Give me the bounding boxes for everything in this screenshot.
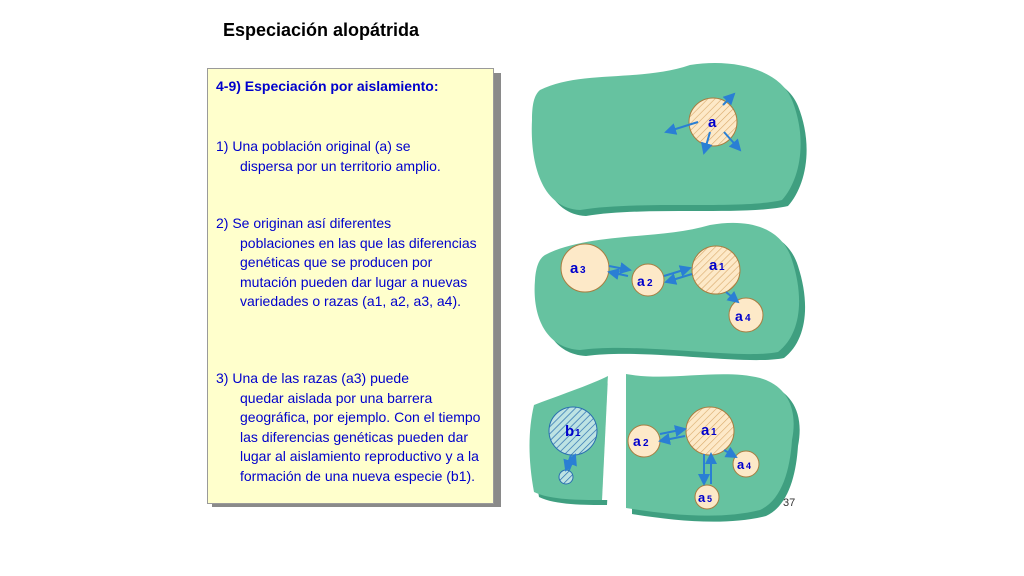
stage2-population-a4	[729, 298, 763, 332]
pop-label-letter: a	[708, 114, 717, 131]
pop-label-letter: a	[633, 433, 641, 449]
paragraph-1-rest: dispersa por un territorio amplio.	[240, 157, 441, 174]
paragraph-3	[216, 369, 488, 486]
pop-label-sub: 4	[746, 461, 752, 471]
pop-label-sub: 1	[719, 262, 725, 273]
paragraph-3-first-line: 3) Una de las razas (a3) puede	[216, 370, 409, 386]
paragraph-2	[216, 214, 488, 312]
stage3-population-b1	[549, 407, 597, 455]
slide-title: Especiación alopátrida	[223, 20, 420, 40]
page-number: 37	[783, 497, 796, 509]
stage2-population-a1	[692, 246, 740, 294]
pop-label-letter: a	[701, 422, 710, 439]
pop-label-sub: 2	[647, 278, 653, 289]
speciation-diagram	[520, 60, 820, 530]
stage2-population-a3	[561, 244, 609, 292]
pop-label-sub: 2	[643, 438, 649, 449]
text-panel	[207, 68, 494, 504]
pop-label-letter: a	[737, 457, 745, 472]
pop-label-sub: 5	[707, 494, 713, 504]
pop-label-sub: 4	[745, 313, 751, 324]
pop-label-letter: a	[698, 490, 706, 505]
stage3-population-a4	[733, 451, 759, 477]
pop-label-letter: a	[570, 260, 579, 277]
paragraph-1-first-line: 1) Una población original (a) se	[216, 138, 411, 154]
stage2-population-a2	[632, 264, 664, 296]
paragraph-1	[216, 137, 488, 176]
pop-label-sub: 1	[711, 427, 717, 438]
paragraph-3-rest: quedar aislada por una barrera geográfica, por ejemplo. Con el tiempo las diferencias genéticas pueden dar lugar al aislamiento reproductivo y a la formación de una nueva especie (b1).	[240, 389, 481, 484]
stage3-population-a1	[686, 407, 734, 455]
pop-label-sub: 1	[575, 428, 581, 439]
pop-label-letter: a	[735, 308, 743, 324]
paragraph-2-rest: poblaciones en las que las diferencias genéticas que se producen por mutación pueden dar lugar a nuevas variedades o razas (a1, a2, a3, a4).	[240, 234, 477, 309]
stage3-small-offshoot	[559, 470, 573, 484]
pop-label-letter: a	[637, 273, 645, 289]
stage3-population-a5	[695, 485, 719, 509]
stage3-population-a2	[628, 425, 660, 457]
paragraph-2-first-line: 2) Se originan así diferentes	[216, 215, 392, 231]
pop-label-letter: b	[565, 423, 575, 440]
pop-label-letter: a	[709, 257, 718, 274]
stage1-island	[532, 63, 807, 216]
stage2-island	[535, 223, 806, 360]
pop-label-sub: 3	[580, 265, 586, 276]
panel-title: 4-9) Especiación por aislamiento:	[216, 78, 439, 94]
